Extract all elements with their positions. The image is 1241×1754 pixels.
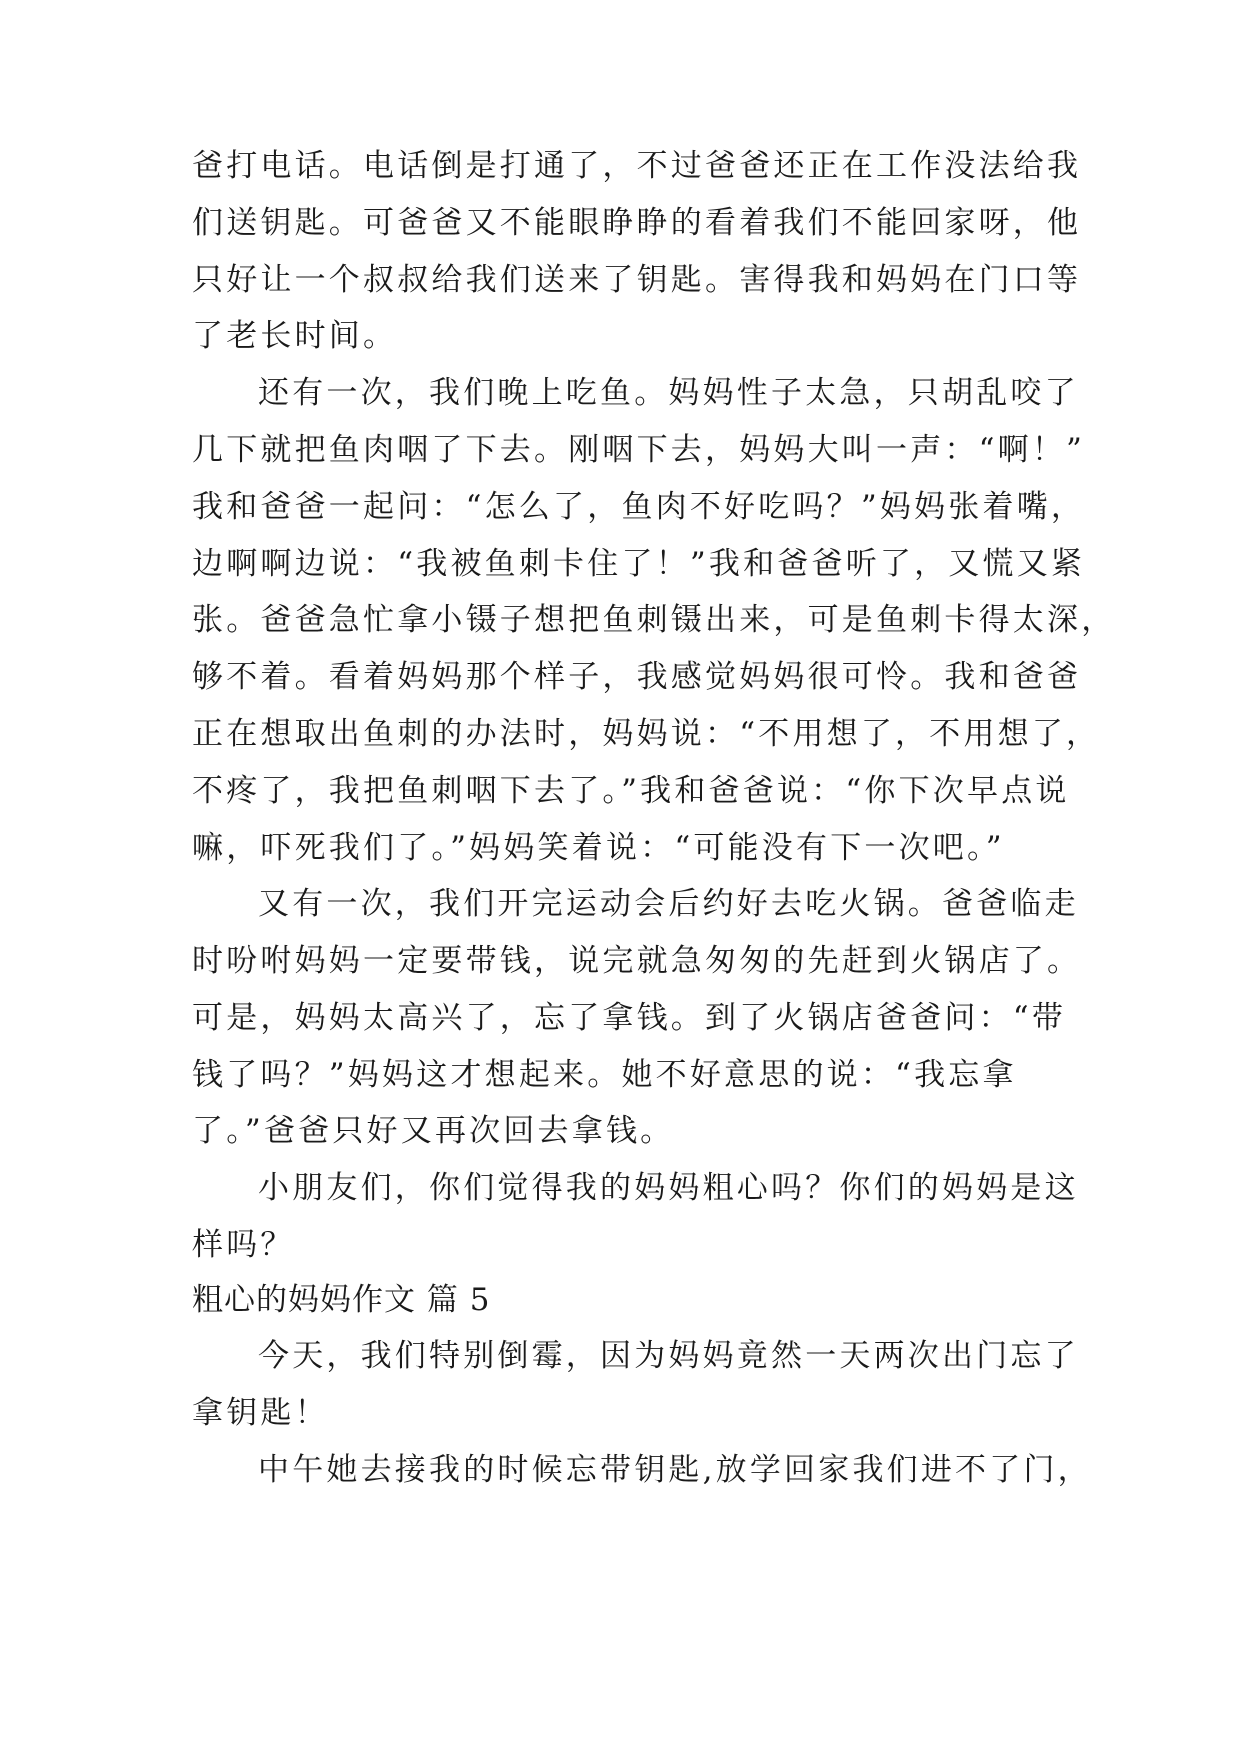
text-line: 只好让一个叔叔给我们送来了钥匙。害得我和妈妈在门口等 <box>192 262 1082 298</box>
text-line: 够不着。看着妈妈那个样子，我感觉妈妈很可怜。我和爸爸 <box>192 659 1082 695</box>
document-page <box>192 0 1116 1754</box>
text-line: 爸打电话。电话倒是打通了，不过爸爸还正在工作没法给我 <box>192 148 1082 184</box>
paragraph-first-line: 还有一次，我们晚上吃鱼。妈妈性子太急，只胡乱咬了 <box>258 375 1079 411</box>
text-line: 边啊啊边说：“我被鱼刺卡住了！”我和爸爸听了，又慌又紧 <box>192 546 1086 582</box>
text-line: 们送钥匙。可爸爸又不能眼睁睁的看着我们不能回家呀，他 <box>192 205 1082 241</box>
section-heading: 粗心的妈妈作文 篇 5 <box>192 1282 491 1318</box>
text-line: 钱了吗？”妈妈这才想起来。她不好意思的说：“我忘拿 <box>192 1057 1017 1093</box>
text-line: 时吩咐妈妈一定要带钱，说完就急匆匆的先赶到火锅店了。 <box>192 943 1082 979</box>
text-line: 嘛，吓死我们了。”妈妈笑着说：“可能没有下一次吧。” <box>192 830 1005 866</box>
paragraph-first-line: 小朋友们，你们觉得我的妈妈粗心吗？你们的妈妈是这 <box>258 1170 1079 1206</box>
text-line: 几下就把鱼肉咽了下去。刚咽下去，妈妈大叫一声：“啊！” <box>192 432 1086 468</box>
text-line: 可是，妈妈太高兴了，忘了拿钱。到了火锅店爸爸问：“带 <box>192 1000 1067 1036</box>
text-line: 了老长时间。 <box>192 318 398 354</box>
text-line: 了。”爸爸只好又再次回去拿钱。 <box>192 1113 675 1149</box>
paragraph-first-line: 今天，我们特别倒霉，因为妈妈竟然一天两次出门忘了 <box>258 1338 1079 1374</box>
text-line: 样吗？ <box>192 1227 295 1263</box>
paragraph-first-line: 又有一次，我们开完运动会后约好去吃火锅。爸爸临走 <box>258 886 1079 922</box>
text-line: 不疼了，我把鱼刺咽下去了。”我和爸爸说：“你下次早点说 <box>192 773 1070 809</box>
text-line: 张。爸爸急忙拿小镊子想把鱼刺镊出来，可是鱼刺卡得太深， <box>192 602 1116 638</box>
text-line: 拿钥匙！ <box>192 1395 329 1431</box>
text-line: 我和爸爸一起问：“怎么了，鱼肉不好吃吗？”妈妈张着嘴， <box>192 489 1086 525</box>
text-line: 正在想取出鱼刺的办法时，妈妈说：“不用想了，不用想了， <box>192 716 1101 752</box>
paragraph-first-line: 中午她去接我的时候忘带钥匙,放学回家我们进不了门， <box>258 1452 1092 1488</box>
